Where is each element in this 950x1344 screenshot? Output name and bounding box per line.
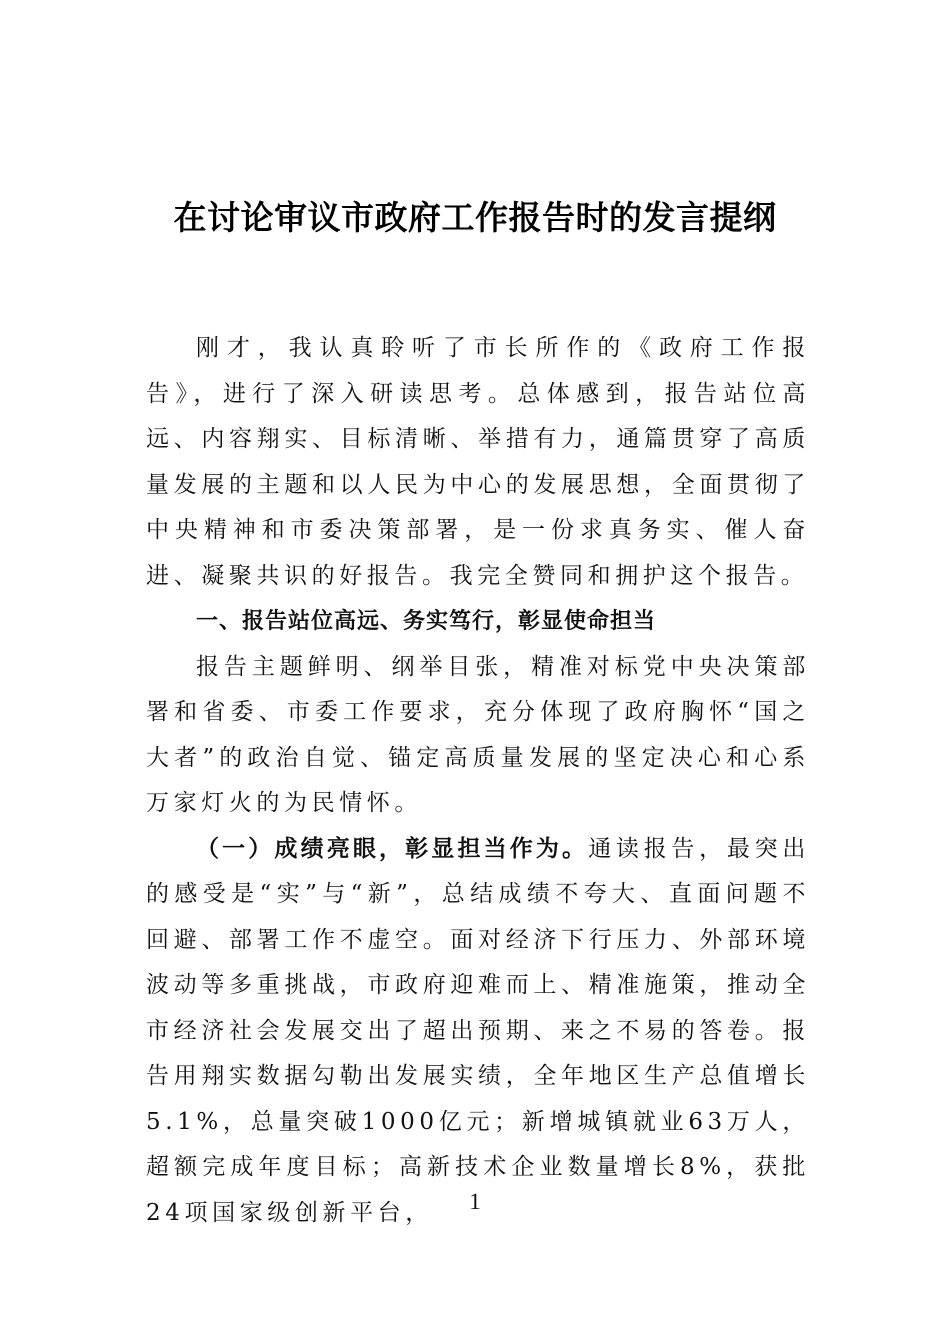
document-body (146, 326, 810, 1236)
section-heading: 一、报告站位高远、务实笃行，彰显使命担当 (196, 609, 657, 634)
page-number: 1 (469, 1189, 481, 1214)
subsection-lead: （一）成绩亮眼，彰显担当作为。 (196, 835, 589, 862)
subsection-body: 通读报告，最突出的感受是“实”与“新”，总结成绩不夸大、直面问题不回避、部署工作不虚空。面对经济下行压力、外部环境波动等多重挑战，市政府迎难而上、精准施策，推动全市经济社会发展交出了超出预期、来之不易的答卷。报告用翔实数据勾勒出发展实绩，全年地区生产总值增长5.1%，总量突破1000亿元；新增城镇就业63万人，超额完成年度目标；高新技术企业数量增长8%，获批24项国家级创新平台， (146, 835, 811, 1226)
section-paragraph: 报告主题鲜明、纲举目张，精准对标党中央决策部署和省委、市委工作要求，充分体现了政府胸怀“国之大者”的政治自觉、锚定高质量发展的坚定决心和心系万家灯火的为民情怀。 (146, 653, 810, 816)
subsection-paragraph (146, 827, 810, 1237)
document-title: 在讨论审议市政府工作报告时的发言提纲 (173, 198, 777, 237)
intro-paragraph: 刚才，我认真聆听了市长所作的《政府工作报告》，进行了深入研读思考。总体感到，报告站位高远、内容翔实、目标清晰、举措有力，通篇贯穿了高质量发展的主题和以人民为中心的发展思想，全面贯彻了中央精神和市委决策部署，是一份求真务实、催人奋进、凝聚共识的好报告。我完全赞同和拥护这个报告。 (146, 335, 810, 589)
